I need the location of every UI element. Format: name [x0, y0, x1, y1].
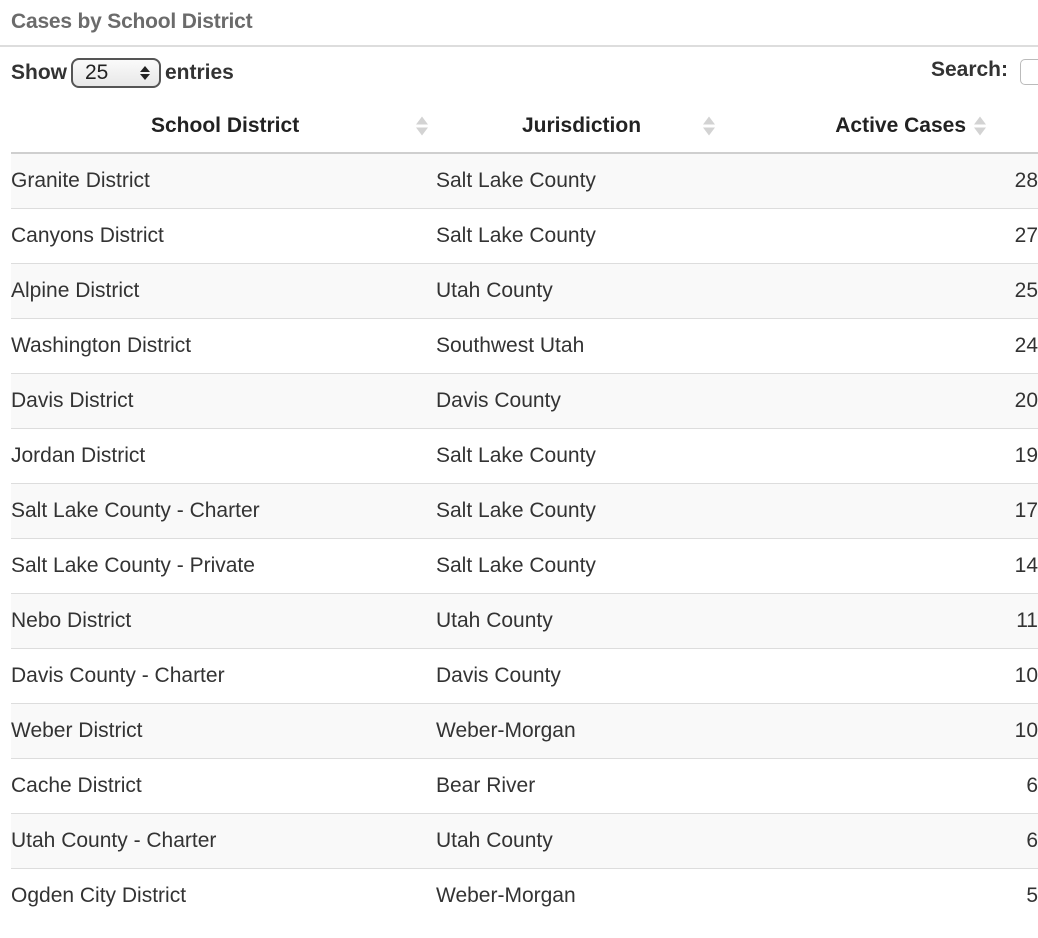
- active-cases-cell: 6: [724, 758, 1038, 813]
- active-cases-cell: 28: [724, 153, 1038, 208]
- district-cell: Cache District: [11, 758, 436, 813]
- active-cases-cell: 17: [724, 483, 1038, 538]
- district-cell: Canyons District: [11, 208, 436, 263]
- table-row[interactable]: [11, 703, 1038, 758]
- updown-arrows-icon: [139, 66, 151, 80]
- district-cell: Granite District: [11, 153, 436, 208]
- panel-title: Cases by School District: [11, 10, 253, 33]
- district-cell: Jordan District: [11, 428, 436, 483]
- active-cases-cell: 20: [724, 373, 1038, 428]
- table-controls: [11, 55, 1038, 87]
- jurisdiction-cell: Southwest Utah: [436, 318, 724, 373]
- jurisdiction-cell: Salt Lake County: [436, 538, 724, 593]
- district-cell: Utah County - Charter: [11, 813, 436, 868]
- jurisdiction-cell: Utah County: [436, 263, 724, 318]
- entries-label: entries: [165, 61, 234, 84]
- active-cases-cell: 14: [724, 538, 1038, 593]
- jurisdiction-cell: Salt Lake County: [436, 428, 724, 483]
- column-header-label: School District: [151, 113, 300, 137]
- active-cases-cell: 24: [724, 318, 1038, 373]
- sort-icon: [416, 116, 428, 135]
- column-header-active-cases[interactable]: [724, 99, 1038, 153]
- sort-icon: [703, 116, 715, 135]
- active-cases-cell: 10: [724, 648, 1038, 703]
- district-cell: Salt Lake County - Private: [11, 538, 436, 593]
- table-row[interactable]: [11, 593, 1038, 648]
- active-cases-cell: 5: [724, 868, 1038, 923]
- table-row[interactable]: [11, 868, 1038, 923]
- page-length-control: [11, 58, 234, 88]
- column-header-jurisdiction[interactable]: [436, 99, 724, 153]
- data-table: [11, 99, 1038, 923]
- active-cases-cell: 11: [724, 593, 1038, 648]
- active-cases-cell: 25: [724, 263, 1038, 318]
- jurisdiction-cell: Weber-Morgan: [436, 703, 724, 758]
- table-row[interactable]: [11, 483, 1038, 538]
- page-length-value: 25: [85, 61, 109, 84]
- sort-icon: [974, 116, 986, 135]
- table-row[interactable]: [11, 758, 1038, 813]
- jurisdiction-cell: Utah County: [436, 813, 724, 868]
- table-row[interactable]: [11, 153, 1038, 208]
- active-cases-cell: 10: [724, 703, 1038, 758]
- active-cases-cell: 19: [724, 428, 1038, 483]
- table-header-row: [11, 99, 1038, 153]
- district-cell: Salt Lake County - Charter: [11, 483, 436, 538]
- jurisdiction-cell: Weber-Morgan: [436, 868, 724, 923]
- page-length-select[interactable]: [71, 58, 161, 88]
- district-cell: Alpine District: [11, 263, 436, 318]
- jurisdiction-cell: Salt Lake County: [436, 153, 724, 208]
- jurisdiction-cell: Bear River: [436, 758, 724, 813]
- active-cases-cell: 27: [724, 208, 1038, 263]
- district-cell: Weber District: [11, 703, 436, 758]
- table-row[interactable]: [11, 318, 1038, 373]
- district-cell: Ogden City District: [11, 868, 436, 923]
- table-row[interactable]: [11, 813, 1038, 868]
- district-cell: Washington District: [11, 318, 436, 373]
- show-label: Show: [11, 61, 67, 84]
- title-divider: [0, 45, 1038, 47]
- jurisdiction-cell: Salt Lake County: [436, 208, 724, 263]
- table-row[interactable]: [11, 428, 1038, 483]
- district-cell: Davis County - Charter: [11, 648, 436, 703]
- district-cell: Davis District: [11, 373, 436, 428]
- table-row[interactable]: [11, 263, 1038, 318]
- table-row[interactable]: [11, 373, 1038, 428]
- table-row[interactable]: [11, 538, 1038, 593]
- jurisdiction-cell: Utah County: [436, 593, 724, 648]
- active-cases-cell: 6: [724, 813, 1038, 868]
- search-label: Search:: [930, 58, 1008, 81]
- column-header-school-district[interactable]: [11, 99, 436, 153]
- table-row[interactable]: [11, 208, 1038, 263]
- jurisdiction-cell: Davis County: [436, 373, 724, 428]
- jurisdiction-cell: Davis County: [436, 648, 724, 703]
- search-input[interactable]: [1020, 59, 1038, 85]
- column-header-label: Jurisdiction: [522, 113, 642, 137]
- table-row[interactable]: [11, 648, 1038, 703]
- jurisdiction-cell: Salt Lake County: [436, 483, 724, 538]
- column-header-label: Active Cases: [835, 113, 966, 137]
- district-cell: Nebo District: [11, 593, 436, 648]
